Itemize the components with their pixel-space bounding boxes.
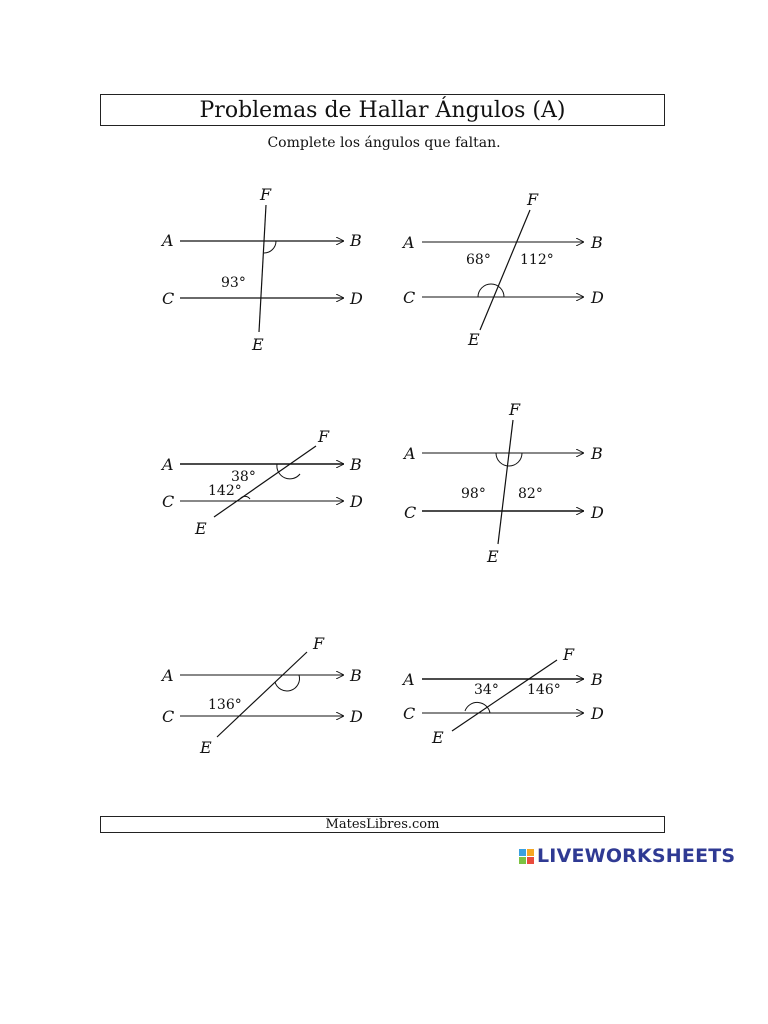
point-a: A bbox=[404, 444, 416, 463]
point-e: E bbox=[252, 335, 264, 354]
point-f: F bbox=[509, 400, 521, 419]
angle-label: 136° bbox=[208, 697, 242, 713]
point-e: E bbox=[195, 519, 207, 538]
point-d: D bbox=[591, 288, 604, 307]
logo-square-3 bbox=[519, 857, 526, 864]
point-b: B bbox=[591, 444, 603, 463]
point-c: C bbox=[162, 707, 175, 726]
point-b: B bbox=[591, 670, 603, 689]
angle-label: 93° bbox=[221, 275, 246, 291]
logo-square-4 bbox=[527, 857, 534, 864]
point-b: B bbox=[591, 233, 603, 252]
angle-label: 82° bbox=[518, 486, 543, 502]
point-a: A bbox=[403, 233, 415, 252]
worksheet-footer: MatesLibres.com bbox=[100, 816, 665, 833]
point-c: C bbox=[403, 704, 416, 723]
point-c: C bbox=[162, 492, 175, 511]
brand-name: LIVEWORKSHEETS bbox=[537, 845, 736, 867]
transversal-ef bbox=[259, 205, 266, 332]
point-d: D bbox=[350, 289, 363, 308]
point-e: E bbox=[200, 738, 212, 757]
point-c: C bbox=[404, 503, 417, 522]
problem-2 bbox=[401, 190, 604, 349]
point-b: B bbox=[350, 455, 362, 474]
transversal-ef bbox=[214, 446, 316, 517]
point-e: E bbox=[432, 728, 444, 747]
problem-6 bbox=[401, 645, 604, 747]
angle-arc bbox=[275, 675, 299, 691]
angle-label: 112° bbox=[520, 252, 554, 268]
problem-5 bbox=[160, 634, 363, 757]
point-f: F bbox=[527, 190, 539, 209]
angle-label: 68° bbox=[466, 252, 491, 268]
angle-label: 146° bbox=[527, 682, 561, 698]
liveworksheets-icon bbox=[519, 849, 534, 864]
liveworksheets-logo[interactable] bbox=[519, 845, 735, 867]
point-d: D bbox=[350, 707, 363, 726]
point-a: A bbox=[162, 455, 174, 474]
transversal-ef bbox=[217, 652, 307, 737]
point-c: C bbox=[403, 288, 416, 307]
point-e: E bbox=[468, 330, 480, 349]
point-f: F bbox=[260, 185, 272, 204]
angle-arc bbox=[264, 241, 276, 253]
point-e: E bbox=[487, 547, 499, 566]
logo-square-1 bbox=[519, 849, 526, 856]
problem-1 bbox=[160, 185, 363, 354]
point-a: A bbox=[162, 231, 174, 250]
angle-label: 98° bbox=[461, 486, 486, 502]
point-f: F bbox=[318, 427, 330, 446]
point-d: D bbox=[591, 503, 604, 522]
transversal-ef bbox=[480, 210, 530, 330]
point-f: F bbox=[313, 634, 325, 653]
point-c: C bbox=[162, 289, 175, 308]
point-f: F bbox=[563, 645, 575, 664]
angle-label: 38° bbox=[231, 469, 256, 485]
problem-4 bbox=[402, 400, 604, 566]
point-b: B bbox=[350, 666, 362, 685]
angle-arc bbox=[478, 284, 504, 297]
point-d: D bbox=[591, 704, 604, 723]
angle-label: 34° bbox=[474, 682, 499, 698]
logo-square-2 bbox=[527, 849, 534, 856]
worksheet-title: Problemas de Hallar Ángulos (A) bbox=[100, 94, 665, 126]
point-d: D bbox=[350, 492, 363, 511]
point-a: A bbox=[162, 666, 174, 685]
point-a: A bbox=[403, 670, 415, 689]
angle-label: 142° bbox=[208, 483, 242, 499]
problem-3 bbox=[160, 427, 363, 538]
transversal-ef bbox=[498, 420, 513, 544]
worksheet-instructions: Complete los ángulos que faltan. bbox=[267, 135, 501, 151]
point-b: B bbox=[350, 231, 362, 250]
